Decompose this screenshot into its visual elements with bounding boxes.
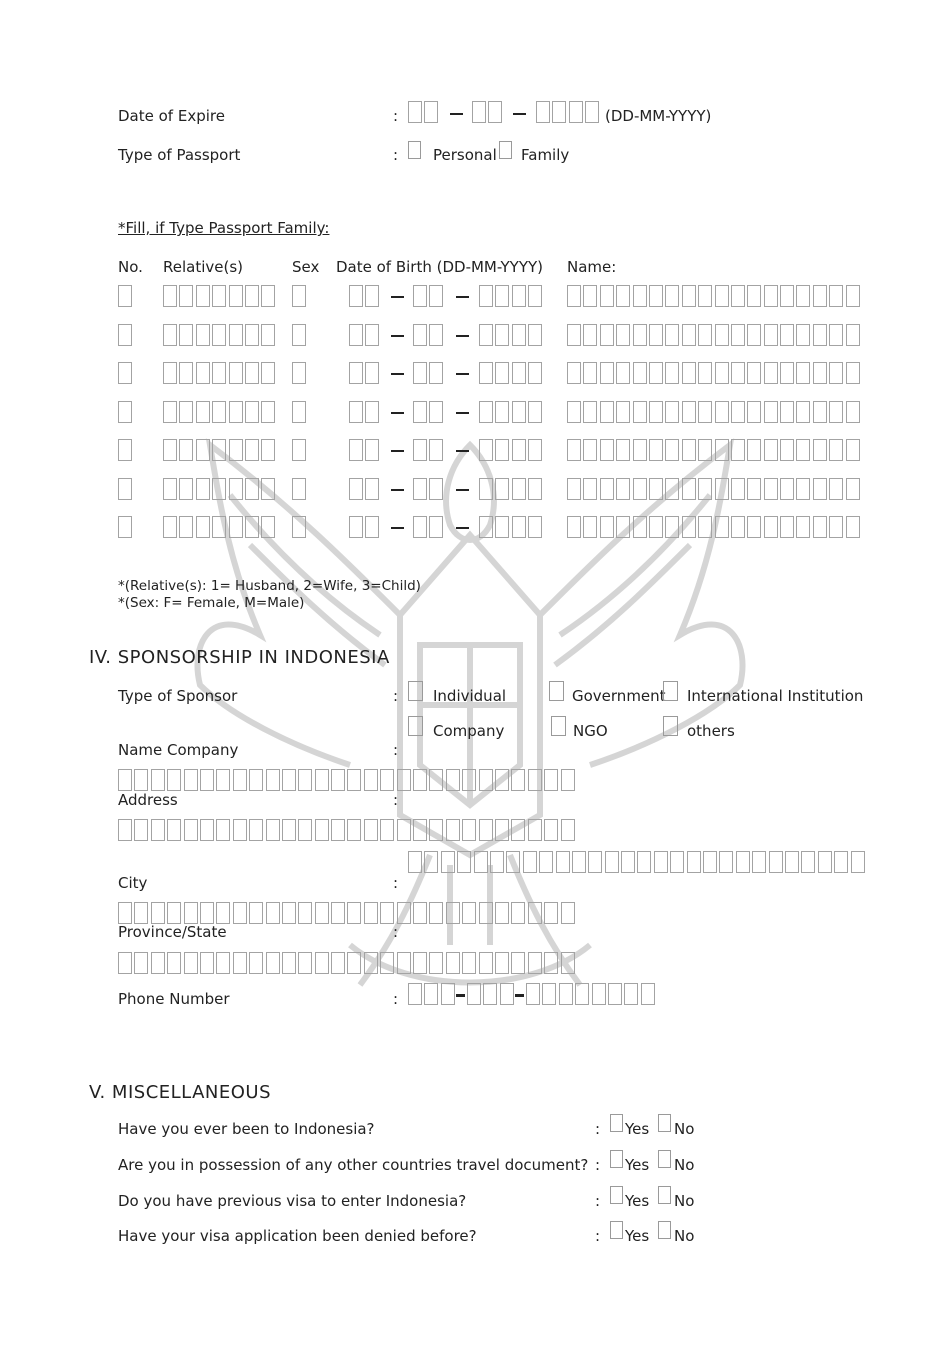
family-row-relative-input[interactable] [163, 401, 278, 423]
misc-yes-label: Yes [625, 1192, 650, 1210]
sex-note: *(Sex: F= Female, M=Male) [118, 595, 305, 611]
family-row-no-input[interactable] [118, 516, 134, 538]
family-option-label: Family [521, 146, 570, 164]
family-row-no-input[interactable] [118, 439, 134, 461]
family-row-relative-input[interactable] [163, 478, 278, 500]
misc-yes-label: Yes [625, 1227, 650, 1245]
date-separator [456, 527, 469, 529]
misc-yes-checkbox[interactable] [610, 1186, 623, 1204]
phone-separator [456, 994, 465, 997]
family-row-dob-month-input[interactable] [413, 516, 446, 538]
misc-no-checkbox[interactable] [658, 1186, 671, 1204]
family-row-dob-year-input[interactable] [479, 478, 545, 500]
family-row-dob-month-input[interactable] [413, 439, 446, 461]
date-separator [450, 113, 463, 115]
family-row-sex-input[interactable] [292, 478, 308, 500]
colon: : [595, 1156, 601, 1174]
family-row-dob-year-input[interactable] [479, 401, 545, 423]
name-company-label: Name Company [118, 741, 239, 759]
colon: : [393, 791, 399, 809]
family-row-dob-year-input[interactable] [479, 285, 545, 307]
type-of-passport-label: Type of Passport [118, 146, 241, 164]
sponsor-ngo-checkbox[interactable] [551, 716, 566, 736]
sponsor-international-checkbox[interactable] [663, 681, 678, 701]
family-row-dob-year-input[interactable] [479, 516, 545, 538]
phone-separator [515, 994, 524, 997]
col-header-no: No. [118, 258, 143, 276]
col-header-sex: Sex [292, 258, 320, 276]
family-row-no-input[interactable] [118, 478, 134, 500]
date-separator [513, 113, 526, 115]
date-separator [391, 412, 404, 414]
sponsor-others-label: others [687, 722, 735, 740]
date-separator [456, 412, 469, 414]
sponsor-others-checkbox[interactable] [663, 716, 678, 736]
family-row-relative-input[interactable] [163, 285, 278, 307]
family-row-dob-month-input[interactable] [413, 401, 446, 423]
colon: : [393, 990, 399, 1008]
family-row-name-input[interactable] [567, 285, 862, 307]
phone-line-input[interactable] [526, 983, 657, 1005]
phone-number-label: Phone Number [118, 990, 230, 1008]
family-row-relative-input[interactable] [163, 362, 278, 384]
misc-no-label: No [674, 1156, 695, 1174]
address-input-line-2[interactable] [408, 851, 867, 873]
colon: : [393, 687, 399, 705]
family-row-dob-day-input[interactable] [349, 285, 382, 307]
sponsor-company-label: Company [433, 722, 505, 740]
misc-question-label: Have you ever been to Indonesia? [118, 1120, 375, 1138]
sponsor-individual-label: Individual [433, 687, 507, 705]
province-state-input[interactable] [118, 952, 577, 974]
date-separator [456, 450, 469, 452]
section-title-miscellaneous: V. MISCELLANEOUS [89, 1082, 272, 1103]
date-separator [391, 296, 404, 298]
section-title-sponsorship: IV. SPONSORSHIP IN INDONESIA [89, 647, 390, 668]
family-row-name-input[interactable] [567, 324, 862, 346]
phone-area-input[interactable] [408, 983, 457, 1005]
family-row-sex-input[interactable] [292, 439, 308, 461]
family-row-relative-input[interactable] [163, 516, 278, 538]
family-row-dob-day-input[interactable] [349, 324, 382, 346]
personal-checkbox[interactable] [408, 141, 421, 159]
misc-yes-label: Yes [625, 1120, 650, 1138]
date-separator [391, 489, 404, 491]
sponsor-individual-checkbox[interactable] [408, 681, 423, 701]
misc-no-label: No [674, 1120, 695, 1138]
family-row-dob-day-input[interactable] [349, 362, 382, 384]
date-separator [391, 373, 404, 375]
misc-no-checkbox[interactable] [658, 1150, 671, 1168]
family-row-sex-input[interactable] [292, 362, 308, 384]
family-row-dob-month-input[interactable] [413, 324, 446, 346]
family-row-sex-input[interactable] [292, 324, 308, 346]
misc-no-label: No [674, 1192, 695, 1210]
sponsor-government-label: Government [572, 687, 666, 705]
family-row-dob-day-input[interactable] [349, 478, 382, 500]
family-row-name-input[interactable] [567, 516, 862, 538]
type-of-sponsor-label: Type of Sponsor [118, 687, 238, 705]
phone-prefix-input[interactable] [467, 983, 516, 1005]
date-of-expire-label: Date of Expire [118, 107, 225, 125]
col-header-relatives: Relative(s) [163, 258, 244, 276]
province-state-label: Province/State [118, 923, 227, 941]
family-fill-note: *Fill, if Type Passport Family: [118, 219, 330, 237]
sponsor-international-label: International Institution [687, 687, 864, 705]
misc-no-checkbox[interactable] [658, 1221, 671, 1239]
date-separator [456, 373, 469, 375]
misc-yes-checkbox[interactable] [610, 1114, 623, 1132]
personal-option-label: Personal [433, 146, 497, 164]
family-row-dob-year-input[interactable] [479, 439, 545, 461]
col-header-dob: Date of Birth (DD-MM-YYYY) [336, 258, 544, 276]
misc-no-checkbox[interactable] [658, 1114, 671, 1132]
family-row-dob-month-input[interactable] [413, 478, 446, 500]
family-row-relative-input[interactable] [163, 324, 278, 346]
expire-year-input[interactable] [536, 101, 602, 123]
family-row-dob-year-input[interactable] [479, 362, 545, 384]
family-row-dob-day-input[interactable] [349, 401, 382, 423]
date-separator [456, 335, 469, 337]
date-format-hint: (DD-MM-YYYY) [605, 107, 712, 125]
misc-question-label: Are you in possession of any other countries travel document? [118, 1156, 589, 1174]
misc-yes-checkbox[interactable] [610, 1150, 623, 1168]
city-input[interactable] [118, 902, 577, 924]
colon: : [393, 874, 399, 892]
colon: : [393, 107, 399, 125]
misc-yes-checkbox[interactable] [610, 1221, 623, 1239]
expire-day-input[interactable] [408, 101, 441, 123]
family-row-dob-month-input[interactable] [413, 285, 446, 307]
family-row-no-input[interactable] [118, 362, 134, 384]
colon: : [393, 146, 399, 164]
family-row-no-input[interactable] [118, 324, 134, 346]
expire-month-input[interactable] [472, 101, 505, 123]
family-row-dob-day-input[interactable] [349, 439, 382, 461]
family-row-dob-month-input[interactable] [413, 362, 446, 384]
family-checkbox[interactable] [499, 141, 512, 159]
sponsor-government-checkbox[interactable] [549, 681, 564, 701]
date-separator [391, 527, 404, 529]
col-header-name: Name: [567, 258, 617, 276]
family-row-name-input[interactable] [567, 439, 862, 461]
misc-yes-label: Yes [625, 1156, 650, 1174]
date-separator [391, 335, 404, 337]
family-row-name-input[interactable] [567, 362, 862, 384]
family-row-sex-input[interactable] [292, 516, 308, 538]
family-row-name-input[interactable] [567, 401, 862, 423]
sponsor-company-checkbox[interactable] [408, 716, 423, 736]
family-row-sex-input[interactable] [292, 285, 308, 307]
family-row-dob-year-input[interactable] [479, 324, 545, 346]
date-separator [456, 296, 469, 298]
family-row-name-input[interactable] [567, 478, 862, 500]
family-row-relative-input[interactable] [163, 439, 278, 461]
misc-no-label: No [674, 1227, 695, 1245]
colon: : [393, 741, 399, 759]
colon: : [595, 1227, 601, 1245]
colon: : [595, 1192, 601, 1210]
sponsor-ngo-label: NGO [573, 722, 608, 740]
city-label: City [118, 874, 148, 892]
family-row-sex-input[interactable] [292, 401, 308, 423]
date-separator [456, 489, 469, 491]
family-row-no-input[interactable] [118, 285, 134, 307]
name-company-input[interactable] [118, 769, 577, 791]
date-separator [391, 450, 404, 452]
misc-question-label: Have your visa application been denied before? [118, 1227, 477, 1245]
family-row-dob-day-input[interactable] [349, 516, 382, 538]
address-input-line-1[interactable] [118, 819, 577, 841]
colon: : [595, 1120, 601, 1138]
family-row-no-input[interactable] [118, 401, 134, 423]
misc-question-label: Do you have previous visa to enter Indonesia? [118, 1192, 467, 1210]
address-label: Address [118, 791, 178, 809]
colon: : [393, 923, 399, 941]
relatives-note: *(Relative(s): 1= Husband, 2=Wife, 3=Child) [118, 578, 421, 594]
